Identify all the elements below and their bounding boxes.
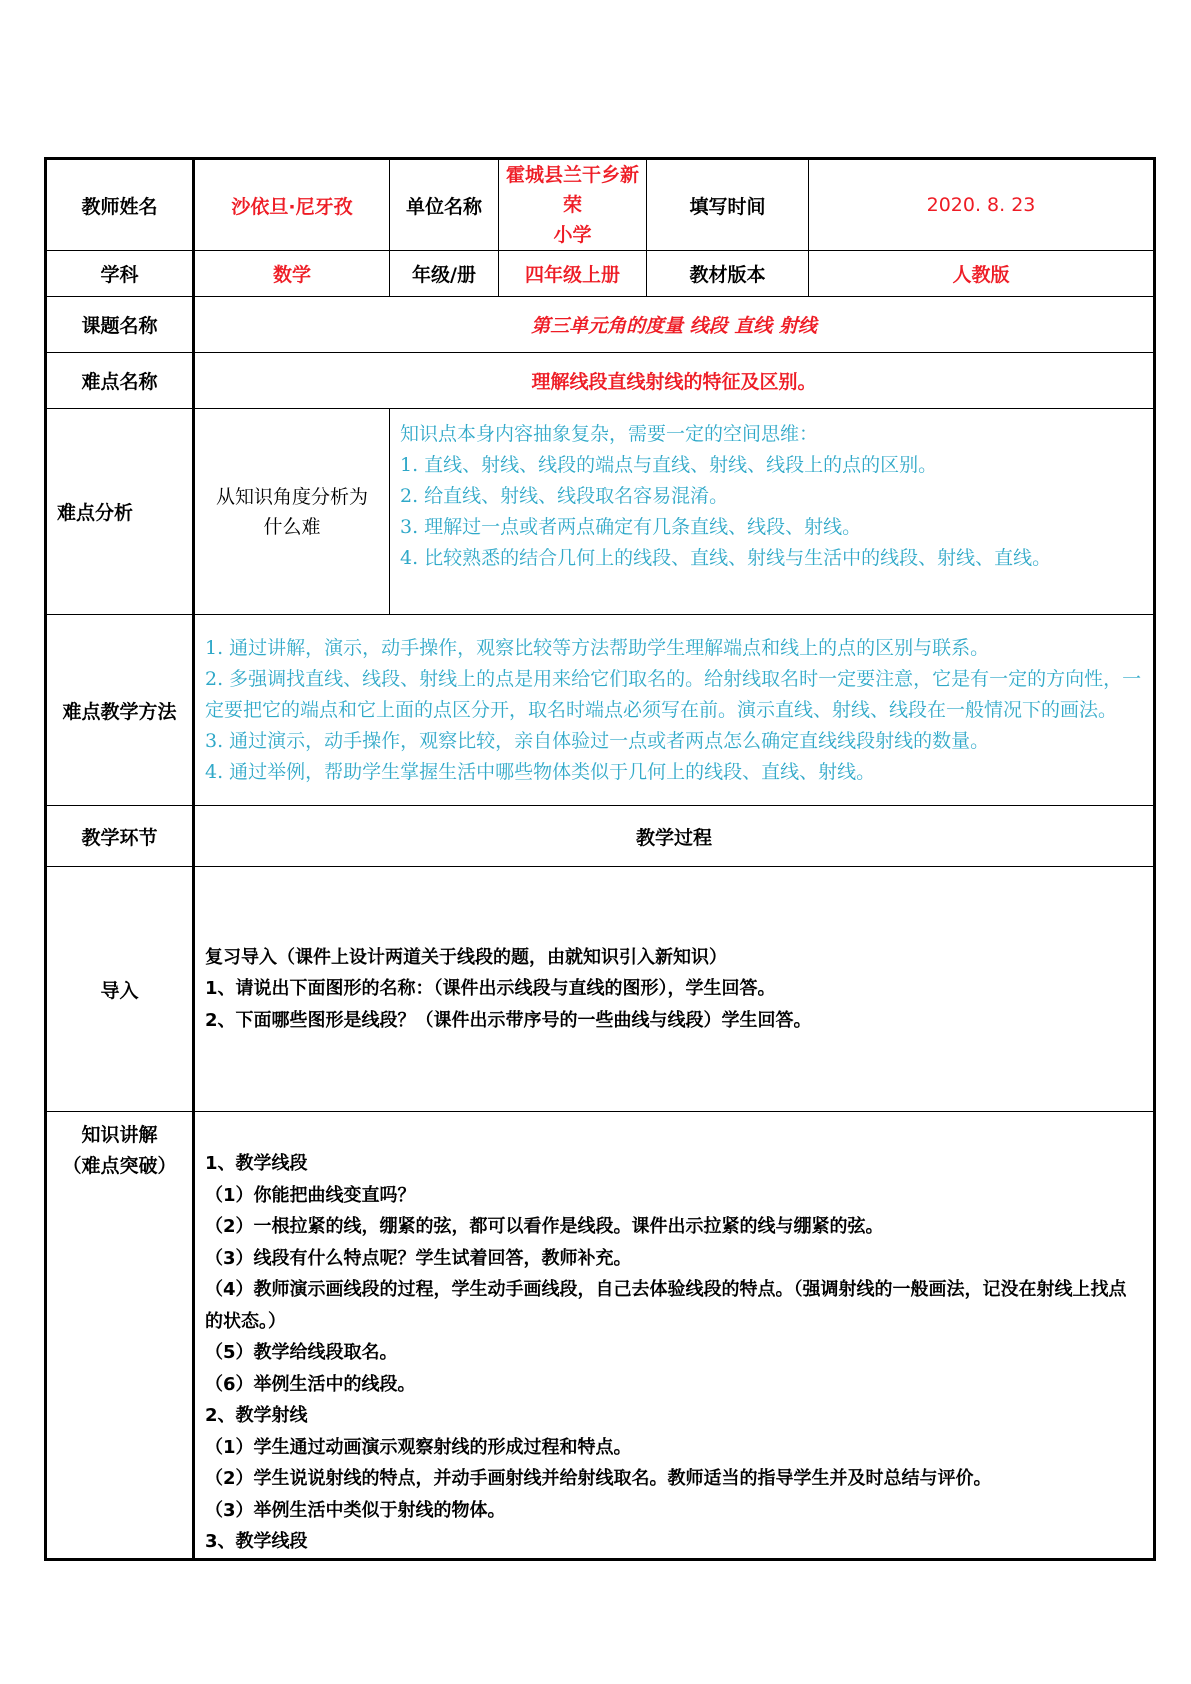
grade-label: 年级/册: [390, 251, 499, 297]
grade-value: 四年级上册: [499, 251, 647, 297]
knowledge-line: （6）举例生活中的线段。: [205, 1373, 416, 1395]
method-line: 2. 多强调找直线、线段、射线上的点是用来给它们取名的。给射线取名时一定要注意，它是有一定的方向性，一定要把它的端点和它上面的点区分开，取名时端点必须写在前。演示直线、射线、线段在一般情况下的画法。: [205, 667, 1142, 721]
unit-name-label: 单位名称: [390, 159, 499, 251]
knowledge-line: 2、教学射线: [205, 1405, 308, 1426]
intro-line: 1、请说出下面图形的名称：（课件出示线段与直线的图形），学生回答。: [205, 978, 776, 1000]
teacher-name-value: 沙依旦·尼牙孜: [194, 159, 390, 251]
analysis-sublabel-line-1: 从知识角度分析为: [215, 485, 368, 508]
intro-row: [46, 867, 1155, 1112]
topic-value: 第三单元角的度量 线段 直线 射线: [194, 297, 1155, 353]
method-row: [46, 615, 1155, 806]
teacher-name-label: 教师姓名: [46, 159, 194, 251]
knowledge-line: （3）举例生活中类似于射线的物体。: [205, 1499, 506, 1521]
knowledge-line: （5）教学给线段取名。: [205, 1342, 398, 1363]
analysis-line: 2. 给直线、射线、线段取名容易混淆。: [400, 485, 729, 507]
analysis-sublabel: [194, 409, 390, 615]
lesson-plan-table: [44, 157, 1156, 1561]
header-row-2: [46, 251, 1155, 297]
knowledge-line: 1、教学线段: [205, 1153, 308, 1174]
analysis-line: 知识点本身内容抽象复杂，需要一定的空间思维：: [400, 423, 819, 445]
subject-value: 数学: [194, 251, 390, 297]
knowledge-content: [194, 1112, 1155, 1560]
subject-label: 学科: [46, 251, 194, 297]
fill-date-label: 填写时间: [647, 159, 809, 251]
knowledge-label: [46, 1112, 194, 1560]
method-line: 4. 通过举例，帮助学生掌握生活中哪些物体类似于几何上的线段、直线、射线。: [205, 760, 876, 783]
method-line: 3. 通过演示，动手操作，观察比较，亲自体验过一点或者两点怎么确定直线线段射线的数量。: [205, 729, 990, 752]
knowledge-line: （3）线段有什么特点呢？学生试着回答，教师补充。: [205, 1247, 632, 1269]
unit-name-line-2: 小学: [553, 224, 592, 246]
method-content: [194, 615, 1155, 806]
topic-label: 课题名称: [46, 297, 194, 353]
analysis-content: [390, 409, 1155, 615]
difficulty-row: [46, 353, 1155, 409]
unit-name-value: [499, 159, 647, 251]
knowledge-label-line-2: （难点突破）: [62, 1155, 177, 1177]
topic-row: [46, 297, 1155, 353]
analysis-row: [46, 409, 1155, 615]
header-row-1: [46, 159, 1155, 251]
analysis-line: 3. 理解过一点或者两点确定有几条直线、线段、射线。: [400, 516, 862, 538]
knowledge-row: [46, 1112, 1155, 1560]
intro-line: 复习导入（课件上设计两道关于线段的题，由就知识引入新知识）: [205, 946, 727, 968]
analysis-label: 难点分析: [46, 409, 194, 615]
process-title: 教学过程: [194, 806, 1155, 867]
edition-label: 教材版本: [647, 251, 809, 297]
intro-line: 2、下面哪些图形是线段？（课件出示带序号的一些曲线与线段）学生回答。: [205, 1009, 812, 1031]
analysis-sublabel-line-2: 什么难: [263, 515, 321, 538]
knowledge-line: （4）教师演示画线段的过程，学生动手画线段，自己去体验线段的特点。（强调射线的一般画法，记没在射线上找点的状态。）: [205, 1279, 1127, 1332]
fill-date-value: 2020. 8. 23: [809, 159, 1155, 251]
knowledge-line: （2）一根拉紧的线，绷紧的弦，都可以看作是线段。课件出示拉紧的线与绷紧的弦。: [205, 1216, 884, 1237]
knowledge-label-line-1: 知识讲解: [81, 1124, 158, 1146]
lesson-plan-sheet: [44, 157, 1153, 1561]
edition-value: 人教版: [809, 251, 1155, 297]
knowledge-line: 3、教学线段: [205, 1531, 308, 1552]
process-stage-label: 教学环节: [46, 806, 194, 867]
knowledge-line: （2）学生说说射线的特点，并动手画射线并给射线取名。教师适当的指导学生并及时总结与评价。: [205, 1468, 992, 1489]
method-label: 难点教学方法: [46, 615, 194, 806]
knowledge-line: （1）学生通过动画演示观察射线的形成过程和特点。: [205, 1436, 632, 1458]
method-line: 1. 通过讲解，演示，动手操作，观察比较等方法帮助学生理解端点和线上的点的区别与联系。: [205, 636, 990, 659]
intro-label: 导入: [46, 867, 194, 1112]
difficulty-label: 难点名称: [46, 353, 194, 409]
analysis-line: 4. 比较熟悉的结合几何上的线段、直线、射线与生活中的线段、射线、直线。: [400, 547, 1052, 569]
analysis-line: 1. 直线、射线、线段的端点与直线、射线、线段上的点的区别。: [400, 454, 938, 476]
knowledge-line: （1）你能把曲线变直吗？: [205, 1184, 416, 1206]
unit-name-line-1: 霍城县兰干乡新荣: [505, 164, 639, 216]
process-header-row: [46, 806, 1155, 867]
difficulty-value: 理解线段直线射线的特征及区别。: [194, 353, 1155, 409]
intro-content: [194, 867, 1155, 1112]
